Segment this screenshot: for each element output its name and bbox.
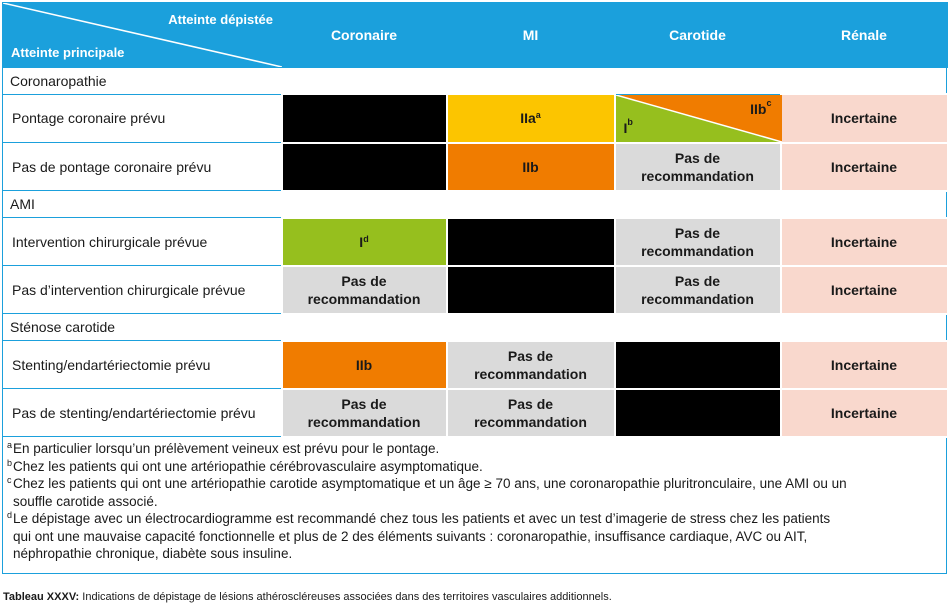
table-row (3, 94, 948, 143)
recommendation-cell: Incertaine (781, 389, 948, 437)
corner-screened-label: Atteinte dépistée (168, 12, 273, 27)
recommendation-cell: Incertaine (781, 266, 948, 314)
table-row (3, 389, 948, 437)
cell-line-2: recommandation (641, 242, 754, 259)
column-header-renale: Rénale (781, 3, 948, 68)
not-applicable-cell (282, 94, 447, 143)
section-title: Coronaropathie (3, 68, 948, 95)
section-row (3, 191, 948, 218)
corner-primary-label: Atteinte principale (11, 45, 125, 60)
cell-line-2: recommandation (307, 413, 421, 430)
table-body (3, 68, 948, 437)
table-row (3, 266, 948, 314)
footnote-line: néphropathie chronique, diabète sous insuline. (13, 546, 293, 561)
footnote-mark: d (7, 510, 13, 520)
recommendation-cell: Incertaine (781, 143, 948, 191)
recommendation-cell (282, 389, 447, 437)
footnote (3, 510, 943, 563)
table-row (3, 341, 948, 389)
footnote-line: En particulier lorsqu’un prélèvement veineux est prévu pour le pontage. (13, 441, 440, 456)
not-applicable-cell (615, 389, 781, 437)
recommendation-cell (447, 389, 615, 437)
cell-line-2: recommandation (641, 167, 754, 184)
cell-line-1: Pas de (507, 347, 554, 364)
column-header-carotide: Carotide (615, 3, 781, 68)
recommendation-cell (615, 266, 781, 314)
recommendation-cell (447, 94, 615, 143)
footnote (3, 440, 943, 458)
recommendation-cell (615, 143, 781, 191)
row-label: Pas de stenting/endartériectomie prévu (3, 389, 282, 437)
cell-line-2: recommandation (474, 365, 587, 382)
footnote-line: Chez les patients qui ont une artériopathie cérébrovasculaire asymptomatique. (13, 458, 483, 474)
recommendation-cell (615, 218, 781, 266)
table-row (3, 143, 948, 191)
footnote-line: Chez les patients qui ont une artériopathie carotide asymptomatique et un âge ≥ 70 ans, une coronaropathie pluritronculaire, une AMI ou un (13, 476, 847, 491)
cell-line-2: recommandation (307, 290, 421, 307)
cell-footnote-mark: d (363, 233, 369, 244)
not-applicable-cell (447, 266, 615, 314)
column-header-mi: MI (447, 3, 615, 68)
cell-class: I (359, 233, 364, 250)
split-recommendation-cell (615, 94, 781, 143)
column-header-coronaire: Coronaire (282, 3, 447, 68)
footnote (3, 458, 943, 476)
split-top-label: IIb$^c$ (750, 97, 772, 117)
footnote-line: Le dépistage avec un électrocardiogramme est recommandé chez tous les patients et avec un test d’imagerie de stress chez les patients (13, 511, 831, 526)
footnotes (3, 440, 943, 563)
cell-line-1: Pas de (507, 395, 554, 412)
cell-line-1: Pas de (674, 224, 721, 241)
recommendation-cell: IIb (447, 143, 615, 191)
split-bottom-label: $I^b$ (623, 116, 633, 136)
header-row (3, 3, 948, 68)
footnote-mark: b (7, 457, 13, 468)
row-label: Intervention chirurgicale prévue (3, 218, 282, 266)
recommendation-cell (282, 218, 447, 266)
not-applicable-cell (615, 341, 781, 389)
cell-class: IIa (520, 110, 536, 127)
recommendation-cell (282, 266, 447, 314)
row-label: Stenting/endartériectomie prévu (3, 341, 282, 389)
footnote-mark: c (7, 475, 12, 485)
screening-table (2, 2, 949, 438)
cell-footnote-mark: a (535, 110, 541, 121)
section-row (3, 314, 948, 341)
not-applicable-cell (447, 218, 615, 266)
row-label: Pas d’intervention chirurgicale prévue (3, 266, 282, 314)
footnote-mark: a (7, 440, 13, 450)
caption-label: Tableau XXXV: (3, 591, 80, 603)
section-title: AMI (3, 191, 948, 218)
footnote (3, 475, 943, 510)
recommendation-cell (447, 341, 615, 389)
caption-text: Indications de dépistage de lésions athéroscléreuses associées dans des territoires vasculaires additionnels. (79, 591, 612, 603)
footnote-line: souffle carotide associé. (13, 493, 158, 509)
header-corner (3, 3, 282, 68)
cell-line-1: Pas de (341, 272, 387, 289)
cell-line-1: Pas de (674, 149, 721, 166)
section-row (3, 68, 948, 95)
cell-line-2: recommandation (474, 413, 587, 430)
section-title: Sténose carotide (3, 314, 948, 341)
row-label: Pontage coronaire prévu (3, 94, 282, 143)
table-caption (3, 591, 612, 603)
recommendation-cell: Incertaine (781, 94, 948, 143)
row-label: Pas de pontage coronaire prévu (3, 143, 282, 191)
table-row (3, 218, 948, 266)
recommendation-cell: IIb (282, 341, 447, 389)
recommendation-cell: Incertaine (781, 341, 948, 389)
cell-line-2: recommandation (641, 290, 754, 307)
cell-line-1: Pas de (674, 272, 721, 289)
not-applicable-cell (282, 143, 447, 191)
cell-line-1: Pas de (341, 395, 387, 412)
recommendation-cell: Incertaine (781, 218, 948, 266)
footnote-line: qui ont une mauvaise capacité fonctionnelle et plus de 2 des éléments suivants : coronaropathie, insuffisance cardiaque, AVC ou AIT, (13, 528, 808, 544)
